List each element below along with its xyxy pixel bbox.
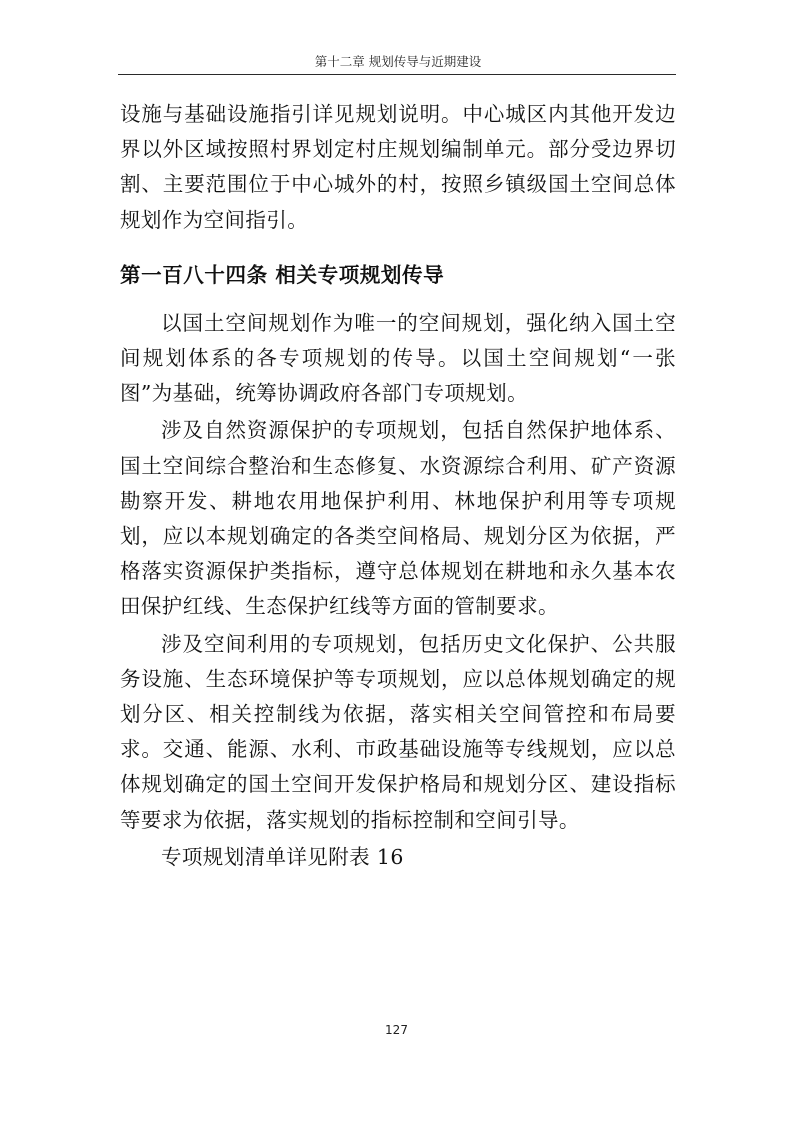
page-number: 127 [385,1023,408,1037]
header-divider [118,74,676,75]
section-heading: 第一百八十四条 相关专项规划传导 [120,262,445,287]
paragraph-plan-list-reference: 专项规划清单详见附表 16 [161,844,404,869]
paragraph-unified-planning: 以国土空间规划作为唯一的空间规划，强化纳入国土空间规划体系的各专项规划的传导。以国土空间规划“一张图”为基础，统筹协调政府各部门专项规划。 [120,310,676,406]
paragraph-natural-resources: 涉及自然资源保护的专项规划，包括自然保护地体系、国土空间综合整治和生态修复、水资源综合利用、矿产资源勘察开发、耕地农用地保护利用、林地保护利用等专项规划，应以本规划确定的各类空间格局、规划分区为依据，严格落实资源保护类指标，遵守总体规划在耕地和永久基本农田保护红线、生态保护红线等方面的管制要求。 [120,418,676,619]
continued-paragraph: 设施与基础设施指引详见规划说明。中心城区内其他开发边界以外区域按照村界划定村庄规划编制单元。部分受边界切割、主要范围位于中心城外的村，按照乡镇级国土空间总体规划作为空间指引。 [120,102,676,232]
page-body [120,97,676,875]
running-header-chapter-title: 第十二章 规划传导与近期建设 [314,54,482,69]
paragraph-spatial-use: 涉及空间利用的专项规划，包括历史文化保护、公共服务设施、生态环境保护等专项规划，应以总体规划确定的规划分区、相关控制线为依据，落实相关空间管控和布局要求。交通、能源、水利、市政基础设施等专线规划，应以总体规划确定的国土空间开发保护格局和规划分区、建设指标等要求为依据，落实规划的指标控制和空间引导。 [120,631,676,832]
